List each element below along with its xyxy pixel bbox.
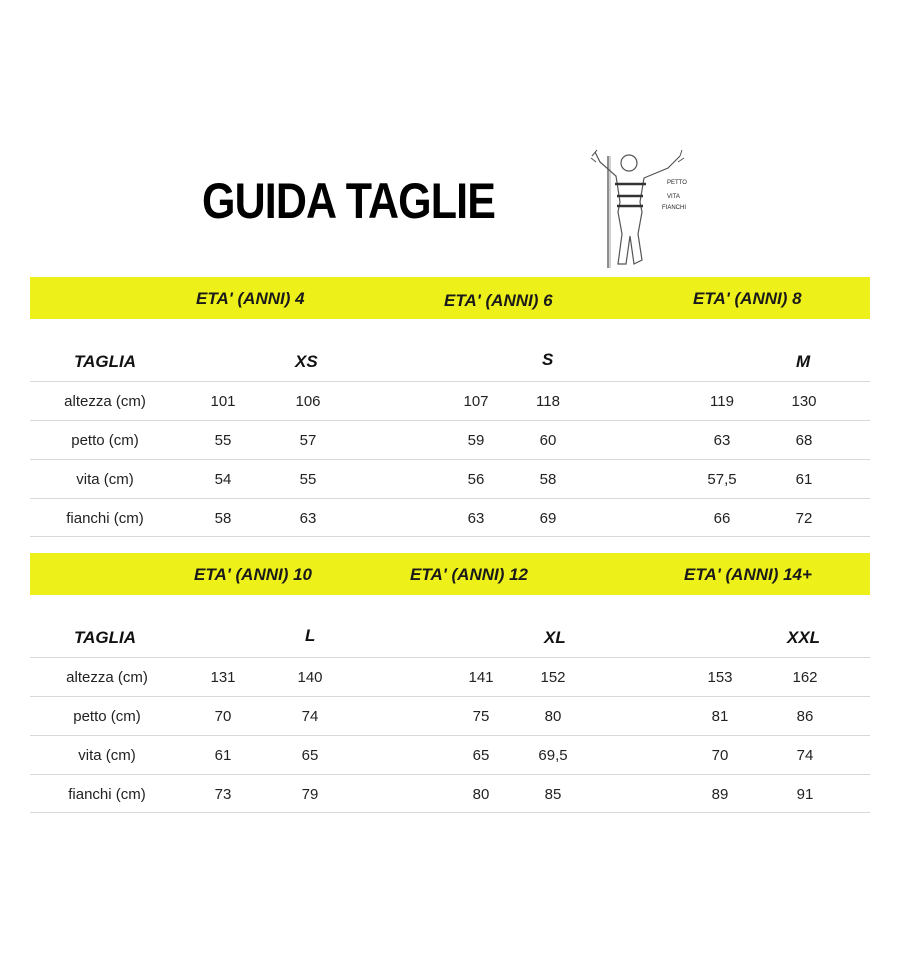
cell: 85	[544, 786, 562, 803]
age-label-4: ETA' (ANNI) 4	[196, 289, 305, 308]
cell: 58	[539, 471, 557, 488]
fianchi-figure-label: FIANCHI	[662, 205, 686, 211]
cell: 60	[539, 432, 557, 449]
cell: 74	[301, 708, 319, 725]
row-divider	[30, 774, 870, 775]
cell: 141	[468, 669, 494, 686]
row-label-petto: petto (cm)	[73, 708, 141, 725]
cell: 65	[301, 747, 319, 764]
row-label-fianchi: fianchi (cm)	[68, 786, 146, 803]
age-label-14: ETA' (ANNI) 14+	[684, 565, 812, 584]
cell: 72	[795, 510, 813, 527]
cell: 119	[710, 393, 734, 410]
cell: 131	[210, 669, 236, 686]
size-table-1	[30, 277, 870, 539]
row-label-petto: petto (cm)	[71, 432, 139, 449]
cell: 63	[467, 510, 485, 527]
cell: 63	[299, 510, 317, 527]
cell: 57	[299, 432, 317, 449]
cell: 74	[796, 747, 814, 764]
cell: 61	[795, 471, 813, 488]
size-m: M	[796, 352, 811, 371]
cell: 118	[536, 393, 560, 410]
cell: 66	[713, 510, 731, 527]
cell: 152	[540, 669, 566, 686]
taglia-label: TAGLIA	[74, 352, 137, 371]
body-measure-figure	[588, 146, 698, 270]
petto-figure-label: PETTO	[667, 180, 687, 186]
cell: 70	[711, 747, 729, 764]
cell: 54	[214, 471, 232, 488]
row-label-fianchi: fianchi (cm)	[66, 510, 144, 527]
age-band	[30, 277, 870, 319]
size-xs: XS	[295, 352, 318, 371]
row-divider	[30, 381, 870, 382]
cell: 91	[796, 786, 814, 803]
cell: 130	[791, 393, 817, 410]
age-label-12: ETA' (ANNI) 12	[410, 565, 529, 584]
row-divider	[30, 812, 870, 813]
row-divider	[30, 735, 870, 736]
row-label-altezza: altezza (cm)	[64, 393, 146, 410]
age-label-6: ETA' (ANNI) 6	[444, 291, 553, 310]
row-label-vita: vita (cm)	[78, 747, 136, 764]
cell: 101	[210, 393, 236, 410]
vita-figure-label: VITA	[667, 194, 680, 200]
size-l: L	[305, 626, 316, 645]
size-s: S	[542, 350, 554, 369]
cell: 106	[295, 393, 321, 410]
cell: 75	[472, 708, 490, 725]
cell: 55	[214, 432, 232, 449]
row-divider	[30, 459, 870, 460]
cell: 57,5	[707, 471, 737, 488]
cell: 61	[214, 747, 232, 764]
row-label-altezza: altezza (cm)	[66, 669, 148, 686]
cell: 69	[539, 510, 557, 527]
cell: 153	[707, 669, 733, 686]
cell: 58	[214, 510, 232, 527]
cell: 65	[472, 747, 490, 764]
cell: 68	[795, 432, 813, 449]
cell: 63	[713, 432, 731, 449]
row-divider	[30, 657, 870, 658]
age-label-8: ETA' (ANNI) 8	[693, 289, 802, 308]
row-divider	[30, 536, 870, 537]
size-xl: XL	[544, 628, 566, 647]
cell: 107	[463, 393, 489, 410]
page-title: GUIDA TAGLIE	[202, 173, 496, 229]
cell: 140	[297, 669, 323, 686]
cell: 162	[792, 669, 818, 686]
cell: 81	[711, 708, 729, 725]
cell: 89	[711, 786, 729, 803]
cell: 59	[467, 432, 485, 449]
cell: 86	[796, 708, 814, 725]
age-band	[30, 553, 870, 595]
cell: 55	[299, 471, 317, 488]
row-divider	[30, 420, 870, 421]
row-divider	[30, 696, 870, 697]
cell: 69,5	[538, 747, 568, 764]
row-divider	[30, 498, 870, 499]
cell: 70	[214, 708, 232, 725]
cell: 79	[301, 786, 319, 803]
size-xxl: XXL	[787, 628, 821, 647]
age-label-10: ETA' (ANNI) 10	[194, 565, 313, 584]
row-label-vita: vita (cm)	[76, 471, 134, 488]
taglia-label: TAGLIA	[74, 628, 137, 647]
cell: 73	[214, 786, 232, 803]
cell: 80	[544, 708, 562, 725]
size-table-2	[30, 553, 870, 815]
cell: 56	[467, 471, 485, 488]
cell: 80	[472, 786, 490, 803]
